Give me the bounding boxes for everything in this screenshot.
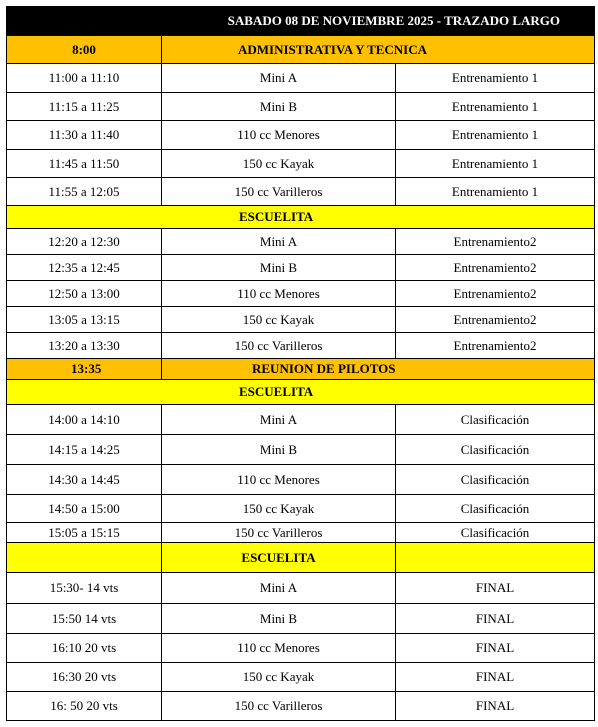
activity-cell: Entrenamiento 1: [396, 93, 595, 121]
time-cell: 14:30 a 14:45: [7, 465, 162, 495]
activity-cell: Clasificación: [396, 465, 595, 495]
activity-cell: FINAL: [396, 634, 595, 663]
activity-cell: FINAL: [396, 604, 595, 634]
activity-cell: FINAL: [396, 573, 595, 604]
section-label: ESCUELITA: [7, 206, 595, 229]
category-cell: Mini B: [162, 255, 396, 281]
category-cell: 150 cc Varilleros: [162, 178, 396, 206]
time-cell: 11:00 a 11:10: [7, 64, 162, 93]
time-cell: 12:35 a 12:45: [7, 255, 162, 281]
section-row-escuelita: [7, 380, 595, 405]
category-cell: 150 cc Varilleros: [162, 692, 396, 721]
category-cell: 150 cc Kayak: [162, 663, 396, 692]
category-cell: Mini B: [162, 604, 396, 634]
time-cell: 15:30- 14 vts: [7, 573, 162, 604]
table-row: [7, 663, 595, 692]
table-row: [7, 405, 595, 435]
table-row: [7, 93, 595, 121]
category-cell: Mini B: [162, 93, 396, 121]
category-cell: 150 cc Varilleros: [162, 333, 396, 359]
activity-cell: Clasificación: [396, 523, 595, 543]
time-cell: 11:45 a 11:50: [7, 150, 162, 178]
section-time: 13:35: [7, 359, 162, 380]
category-cell: 150 cc Kayak: [162, 307, 396, 333]
time-cell: 12:50 a 13:00: [7, 281, 162, 307]
section-row-escuelita: [7, 543, 595, 573]
section-label: REUNION DE PILOTOS: [162, 359, 595, 380]
schedule-document: [6, 6, 594, 721]
activity-cell: Clasificación: [396, 435, 595, 465]
time-cell: 14:00 a 14:10: [7, 405, 162, 435]
time-cell: 11:55 a 12:05: [7, 178, 162, 206]
table-row: [7, 333, 595, 359]
activity-cell: Entrenamiento2: [396, 281, 595, 307]
time-cell: 13:20 a 13:30: [7, 333, 162, 359]
time-cell: 15:05 a 15:15: [7, 523, 162, 543]
section-row-escuelita: [7, 206, 595, 229]
table-row: [7, 178, 595, 206]
section-row-reunion: [7, 359, 595, 380]
activity-cell: Entrenamiento 1: [396, 121, 595, 150]
section-label: ESCUELITA: [162, 543, 396, 573]
time-cell: 14:15 a 14:25: [7, 435, 162, 465]
activity-cell: Entrenamiento2: [396, 255, 595, 281]
time-cell: 15:50 14 vts: [7, 604, 162, 634]
time-cell: 11:30 a 11:40: [7, 121, 162, 150]
time-cell: 16:30 20 vts: [7, 663, 162, 692]
activity-cell: FINAL: [396, 663, 595, 692]
section-time: 8:00: [7, 36, 162, 64]
category-cell: Mini A: [162, 573, 396, 604]
time-cell: 11:15 a 11:25: [7, 93, 162, 121]
table-row: [7, 150, 595, 178]
category-cell: 150 cc Varilleros: [162, 523, 396, 543]
table-row: [7, 64, 595, 93]
category-cell: 110 cc Menores: [162, 634, 396, 663]
blank-cell: [396, 543, 595, 573]
activity-cell: Entrenamiento 1: [396, 178, 595, 206]
schedule-table: [6, 6, 595, 721]
activity-cell: Entrenamiento2: [396, 229, 595, 255]
category-cell: Mini A: [162, 229, 396, 255]
title-row: [7, 7, 595, 36]
time-cell: 14:50 a 15:00: [7, 495, 162, 523]
section-label: ESCUELITA: [7, 380, 595, 405]
section-label: ADMINISTRATIVA Y TECNICA: [162, 36, 595, 64]
category-cell: 110 cc Menores: [162, 465, 396, 495]
table-row: [7, 573, 595, 604]
category-cell: Mini B: [162, 435, 396, 465]
table-row: [7, 121, 595, 150]
activity-cell: Clasificación: [396, 495, 595, 523]
activity-cell: Entrenamiento 1: [396, 150, 595, 178]
table-row: [7, 604, 595, 634]
time-cell: 12:20 a 12:30: [7, 229, 162, 255]
activity-cell: Entrenamiento 1: [396, 64, 595, 93]
category-cell: 110 cc Menores: [162, 121, 396, 150]
time-cell: 16: 50 20 vts: [7, 692, 162, 721]
blank-cell: [7, 543, 162, 573]
schedule-title: SABADO 08 DE NOVIEMBRE 2025 - TRAZADO LARGO: [7, 7, 595, 36]
table-row: [7, 255, 595, 281]
activity-cell: Clasificación: [396, 405, 595, 435]
category-cell: Mini A: [162, 405, 396, 435]
table-row: [7, 634, 595, 663]
section-row-admin: [7, 36, 595, 64]
time-cell: 13:05 a 13:15: [7, 307, 162, 333]
activity-cell: Entrenamiento2: [396, 307, 595, 333]
table-row: [7, 435, 595, 465]
activity-cell: FINAL: [396, 692, 595, 721]
table-row: [7, 523, 595, 543]
category-cell: 150 cc Kayak: [162, 495, 396, 523]
category-cell: 110 cc Menores: [162, 281, 396, 307]
table-row: [7, 307, 595, 333]
table-row: [7, 281, 595, 307]
table-row: [7, 229, 595, 255]
category-cell: 150 cc Kayak: [162, 150, 396, 178]
table-row: [7, 465, 595, 495]
table-row: [7, 495, 595, 523]
category-cell: Mini A: [162, 64, 396, 93]
time-cell: 16:10 20 vts: [7, 634, 162, 663]
activity-cell: Entrenamiento2: [396, 333, 595, 359]
table-row: [7, 692, 595, 721]
